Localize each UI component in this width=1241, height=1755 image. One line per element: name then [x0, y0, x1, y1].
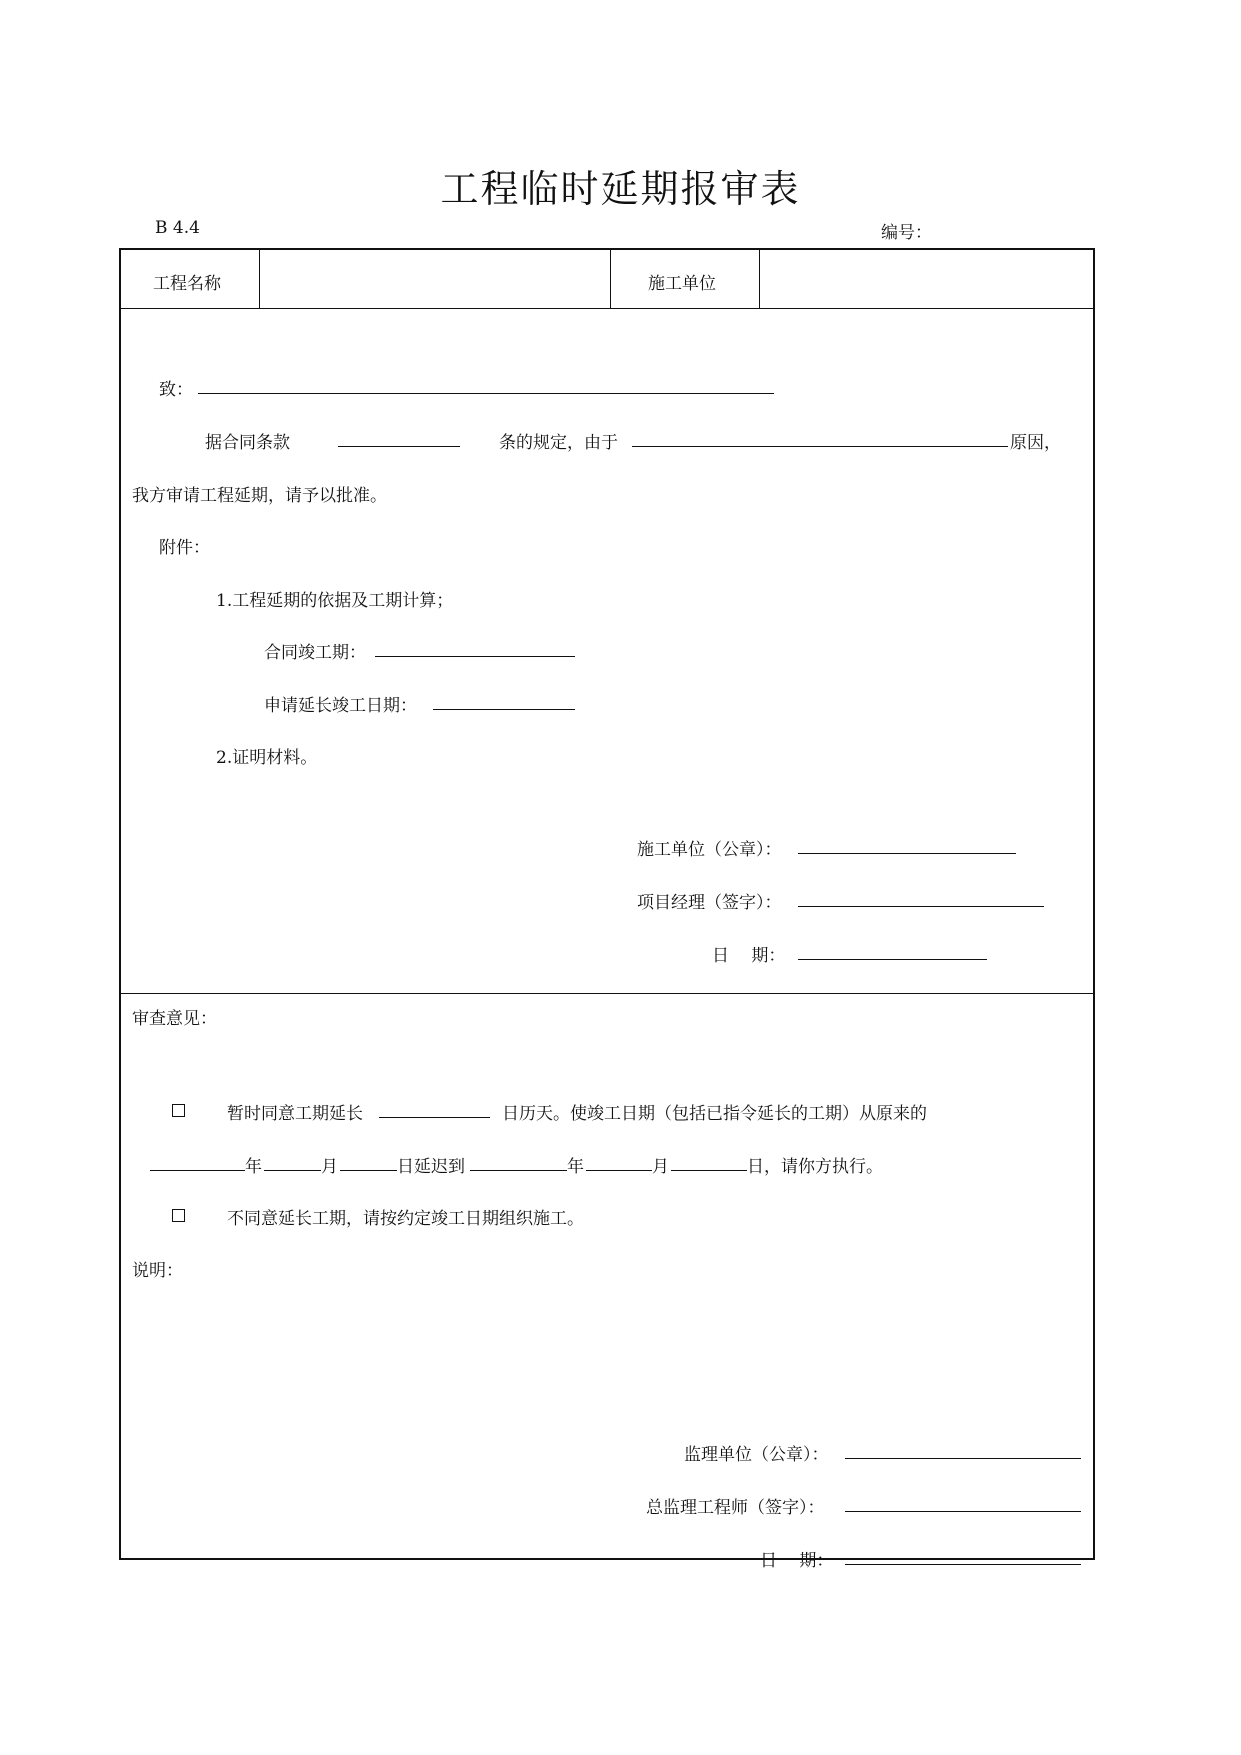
provision-label: 条的规定，由于	[499, 433, 618, 453]
review-opinion-label: 审查意见：	[132, 1009, 217, 1029]
contract-clause-label: 据合同条款	[205, 433, 290, 453]
to-label: 致：	[159, 380, 193, 400]
reason-field[interactable]	[632, 446, 1008, 447]
pm-sign-label: 项目经理（签字）：	[637, 893, 782, 913]
supervisor-seal-label: 监理单位（公章）：	[684, 1445, 829, 1465]
approve-text-b: 日历天。使竣工日期（包括已指令延长的工期）从原来的	[502, 1104, 927, 1124]
new-month-field[interactable]	[586, 1170, 652, 1171]
to-field[interactable]	[198, 393, 774, 394]
supervisor-seal-field[interactable]	[845, 1458, 1081, 1459]
application-date-field[interactable]	[798, 959, 987, 960]
header-col-1	[259, 248, 260, 308]
delay-to-label: 日延迟到	[397, 1157, 465, 1177]
request-text: 我方审请工程延期，请予以批准。	[132, 486, 387, 506]
application-date-label: 日 期：	[712, 946, 786, 966]
number-label: 编号：	[881, 223, 932, 243]
chief-sign-field[interactable]	[845, 1511, 1081, 1512]
new-year-field[interactable]	[470, 1170, 567, 1171]
form-code: B 4.4	[155, 218, 200, 238]
chief-sign-label: 总监理工程师（签字）：	[646, 1498, 825, 1518]
contractor-seal-label: 施工单位（公章）：	[637, 840, 782, 860]
form-title: 工程临时延期报审表	[440, 167, 801, 211]
new-day-field[interactable]	[671, 1170, 747, 1171]
orig-year-label: 年	[245, 1157, 262, 1177]
extension-days-field[interactable]	[379, 1117, 490, 1118]
contract-completion-label: 合同竣工期：	[264, 643, 366, 663]
contract-completion-field[interactable]	[375, 656, 575, 657]
header-divider	[119, 308, 1095, 309]
new-year-label: 年	[567, 1157, 584, 1177]
review-date-label: 日 期：	[760, 1551, 834, 1571]
orig-day-field[interactable]	[340, 1170, 397, 1171]
project-name-label: 工程名称	[153, 274, 221, 294]
orig-year-field[interactable]	[150, 1170, 245, 1171]
attachment-item-2: 2.证明材料。	[216, 748, 318, 768]
attachment-item-1: 1.工程延期的依据及工期计算；	[216, 591, 454, 611]
project-name-field[interactable]	[262, 251, 607, 306]
pm-sign-field[interactable]	[798, 906, 1044, 907]
header-col-3	[759, 248, 760, 308]
new-month-label: 月	[652, 1157, 669, 1177]
execute-label: 日，请你方执行。	[747, 1157, 883, 1177]
contractor-seal-field[interactable]	[798, 853, 1016, 854]
reject-checkbox[interactable]	[172, 1209, 185, 1222]
reject-text: 不同意延长工期，请按约定竣工日期组织施工。	[227, 1209, 584, 1229]
approve-checkbox[interactable]	[172, 1104, 185, 1117]
contractor-label: 施工单位	[648, 274, 716, 294]
orig-month-field[interactable]	[264, 1170, 321, 1171]
contractor-field[interactable]	[762, 251, 1090, 306]
orig-month-label: 月	[321, 1157, 338, 1177]
extended-completion-label: 申请延长竣工日期：	[264, 696, 417, 716]
reason-label: 原因，	[1010, 433, 1061, 453]
remarks-label: 说明：	[132, 1261, 183, 1281]
header-col-2	[610, 248, 611, 308]
section-divider	[119, 993, 1095, 994]
attachments-label: 附件：	[159, 538, 210, 558]
extended-completion-field[interactable]	[433, 709, 575, 710]
review-date-field[interactable]	[845, 1564, 1081, 1565]
clause-field[interactable]	[338, 446, 460, 447]
approve-text-a: 暂时同意工期延长	[227, 1104, 363, 1124]
